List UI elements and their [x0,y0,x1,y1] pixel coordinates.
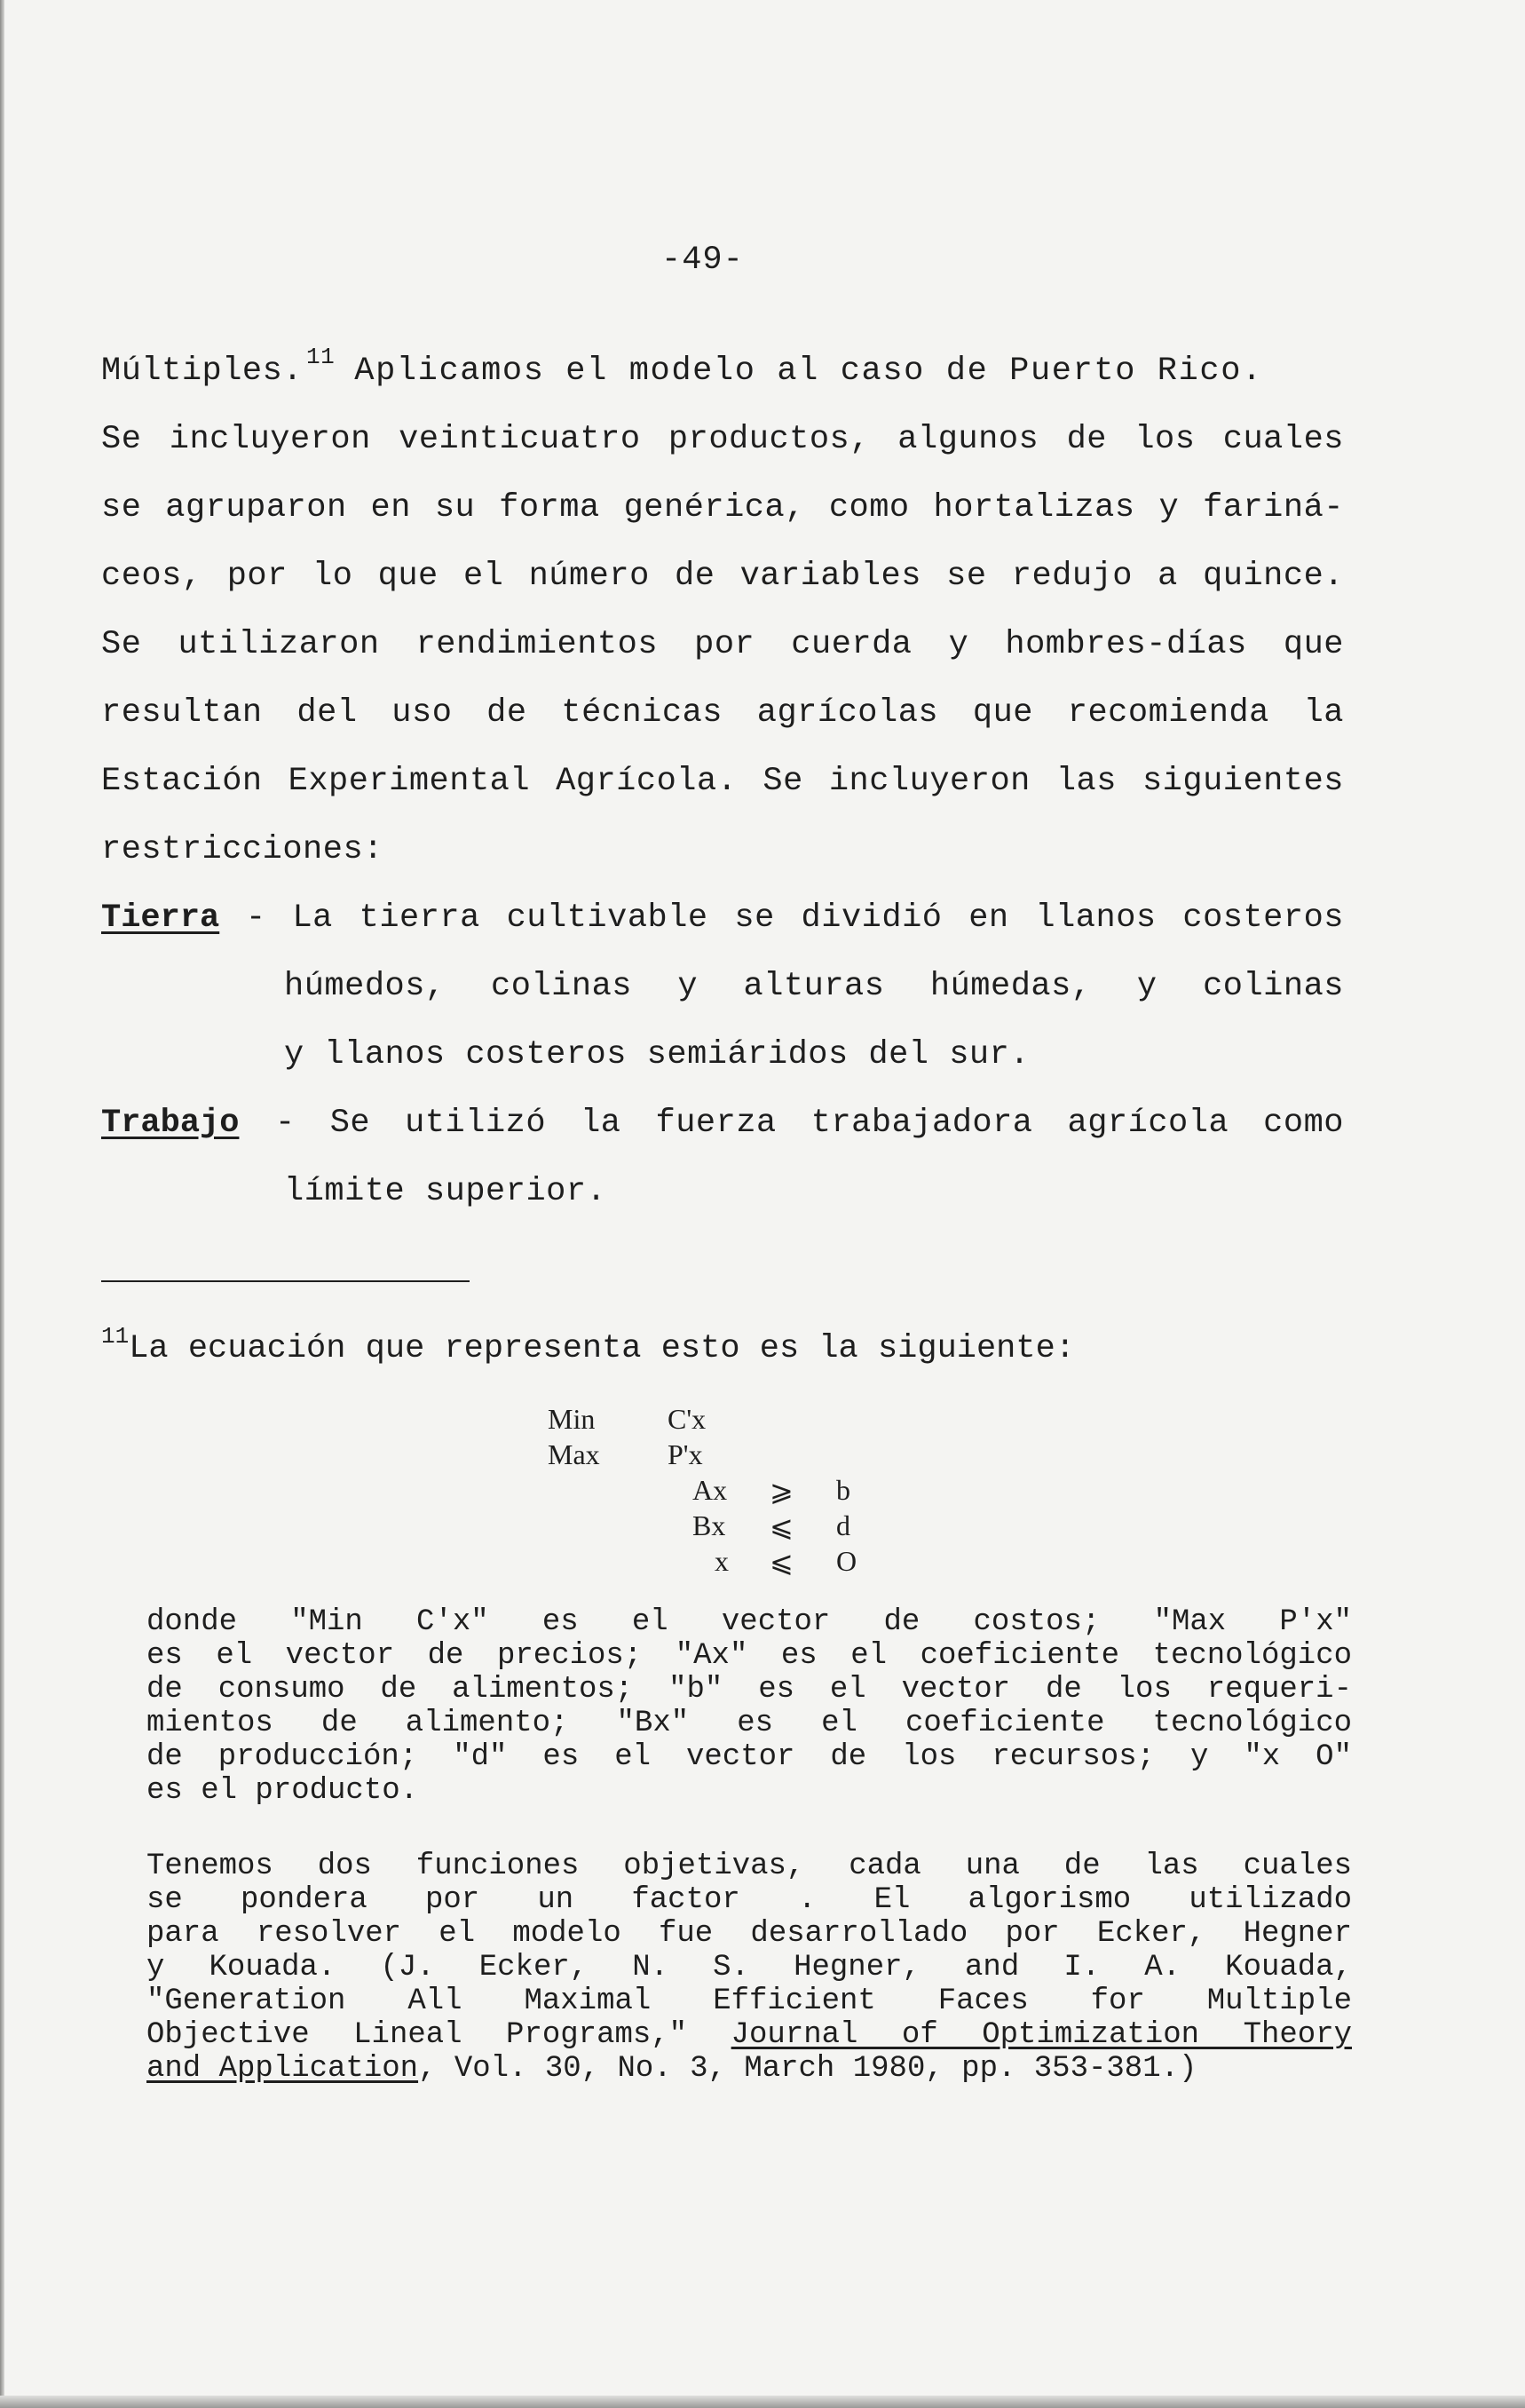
body-line-1-start: Múltiples. [101,352,304,390]
body-line-8: restricciones: [101,831,383,868]
journal-title-continued: and Application [146,2052,419,2086]
footnote-para2-line-1: Tenemos dos funciones objetivas, cada una de las cuales [146,1850,1352,1883]
body-line-6: resultan del uso de técnicas agrícolas que recomienda la [101,694,1344,732]
restriction-trabajo-line-2: límite superior. [284,1173,607,1210]
citation-details: , Vol. 30, No. 3, March 1980, pp. 353-381.) [418,2052,1197,2086]
equation-relation: ⩽ [770,1510,794,1542]
footnote-para2-line-3: para resolver el modelo fue desarrollado por Ecker, Hegner [146,1917,1352,1951]
footnote-rule [101,1280,470,1282]
body-line-4: ceos, por lo que el número de variables se redujo a quince. [101,558,1344,595]
restriction-tierra-line-2: húmedos, colinas y alturas húmedas, y colinas [284,968,1344,1005]
equation-expression: C'x [668,1403,707,1435]
equation-operator: Min [548,1403,596,1435]
footnote-para1-line-6: es el producto. [146,1774,419,1808]
body-line-5: Se utilizaron rendimientos por cuerda y hombres-días que [101,626,1344,663]
footnote-para2-line-5: "Generation All Maximal Efficient Faces for Multiple [146,1984,1352,2018]
body-line-3: se agruparon en su forma genérica, como hortalizas y fariná- [101,489,1344,527]
page-edge-left [0,0,4,2408]
footnote-para2-line-6 [146,2018,1352,2052]
citation-text: Objective Lineal Programs," [146,2018,688,2052]
restriction-tierra-line-3: y llanos costeros semiáridos del sur. [284,1036,1031,1073]
body-line-1 [101,344,1344,392]
equation-expression: P'x [668,1438,703,1470]
body-line-2: Se incluyeron veinticuatro productos, algunos de los cuales [101,421,1344,458]
footnote-para1-line-3: de consumo de alimentos; "b" es el vector de los requeri- [146,1673,1352,1707]
footnote-para1-line-1: donde "Min C'x" es el vector de costos; "Max P'x" [146,1605,1352,1639]
restriction-term-trabajo: Trabajo [101,1105,240,1142]
footnote-para1-line-4: mientos de alimento; "Bx" es el coeficiente tecnológico [146,1707,1352,1740]
footnote-reference: 11 [306,344,336,370]
body-line-7: Estación Experimental Agrícola. Se incluyeron las siguientes [101,763,1344,800]
equation-rhs: d [836,1509,850,1541]
body-line-1-end: Aplicamos el modelo al caso de Puerto Rico. [354,352,1263,390]
equation-expression: x [715,1545,729,1577]
equation-rhs: O [836,1545,857,1577]
footnote-intro-text: La ecuación que representa esto es la siguiente: [129,1330,1075,1367]
restriction-term-tierra: Tierra [101,899,220,937]
equation-rhs: b [836,1474,850,1506]
restriction-trabajo-line-1: - Se utilizó la fuerza trabajadora agrícola como [275,1105,1344,1142]
restriction-tierra-line-1: - La tierra cultivable se dividió en llanos costeros [246,899,1344,937]
equation-relation: ⩾ [770,1475,794,1507]
page-number: -49- [661,242,744,279]
page-edge-bottom [0,2396,1525,2408]
footnote-mark: 11 [101,1323,130,1350]
footnote-para2-line-4: y Kouada. (J. Ecker, N. S. Hegner, and I. A. Kouada, [146,1951,1352,1984]
equation-expression: Ax [692,1474,728,1506]
footnote-para1-line-2: es el vector de precios; "Ax" es el coeficiente tecnológico [146,1639,1352,1673]
footnote-intro [101,1323,1075,1371]
journal-title: Journal of Optimization Theory [731,2018,1353,2052]
equation-expression: Bx [692,1509,726,1541]
footnote-para2-line-7 [146,2052,1352,2086]
footnote-para2-line-2: se pondera por un factor . El algorismo utilizado [146,1883,1352,1917]
equation-operator: Max [548,1438,600,1470]
equation-relation: ⩽ [770,1546,794,1578]
footnote-para1-line-5: de producción; "d" es el vector de los recursos; y "x O" [146,1740,1352,1774]
